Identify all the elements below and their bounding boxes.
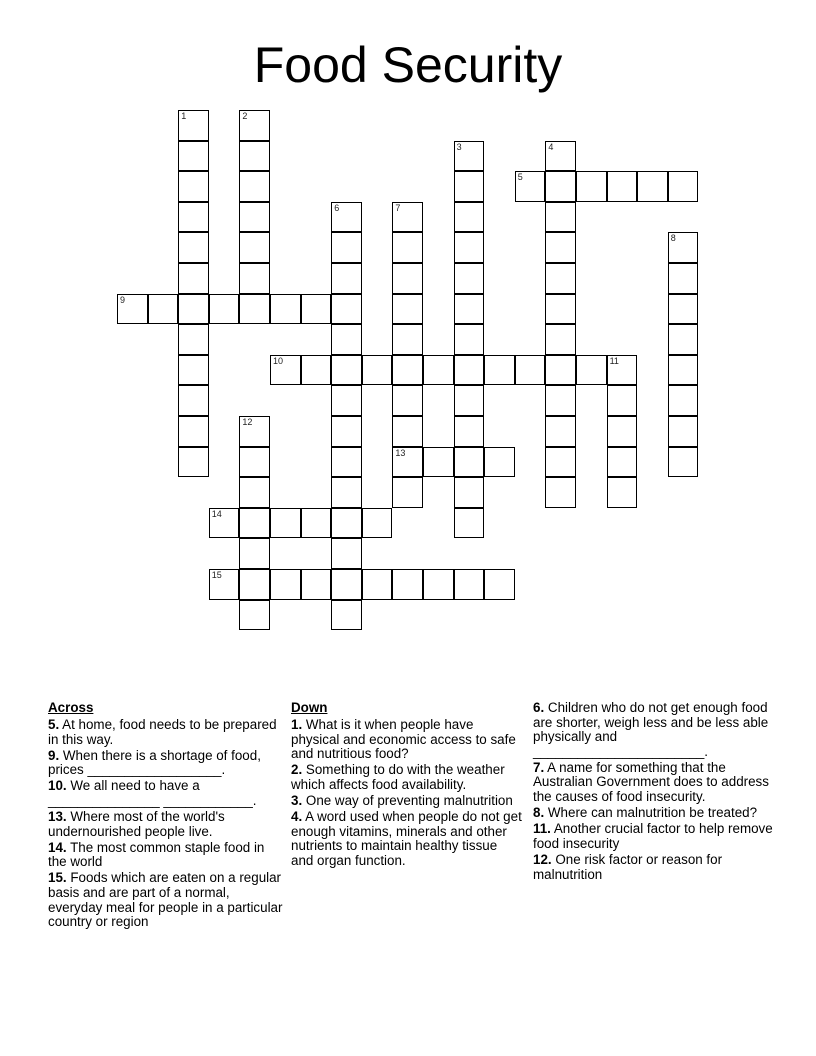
grid-cell[interactable] bbox=[454, 477, 485, 508]
grid-cell[interactable] bbox=[331, 538, 362, 569]
grid-cell[interactable] bbox=[301, 569, 332, 600]
grid-cell[interactable] bbox=[515, 355, 546, 386]
grid-cell[interactable] bbox=[270, 569, 301, 600]
grid-cell[interactable] bbox=[545, 294, 576, 325]
clue-down-1 bbox=[291, 718, 523, 762]
cell-number: 4 bbox=[548, 141, 554, 152]
grid-cell[interactable] bbox=[331, 232, 362, 263]
grid-cell[interactable] bbox=[576, 355, 607, 386]
clue-text: What is it when people have physical and economic access to safe and nutritious food? bbox=[291, 717, 516, 762]
clue-across-9 bbox=[48, 749, 284, 778]
grid-cell[interactable] bbox=[178, 110, 209, 141]
grid-cell[interactable] bbox=[239, 171, 270, 202]
grid-cell[interactable] bbox=[239, 447, 270, 478]
grid-cell[interactable] bbox=[668, 416, 699, 447]
grid-cell[interactable] bbox=[668, 232, 699, 263]
cell-number: 12 bbox=[242, 417, 253, 427]
grid-cell[interactable] bbox=[331, 385, 362, 416]
puzzle-title: Food Security bbox=[253, 37, 563, 93]
grid-cell[interactable] bbox=[454, 232, 485, 263]
grid-cell[interactable] bbox=[545, 385, 576, 416]
grid-cell[interactable] bbox=[607, 477, 638, 508]
grid-cell[interactable] bbox=[454, 141, 485, 172]
clue-down-4 bbox=[291, 810, 523, 868]
clue-across-13 bbox=[48, 810, 284, 839]
grid-cell[interactable] bbox=[392, 294, 423, 325]
clue-text: One way of preventing malnutrition bbox=[305, 792, 513, 808]
grid-cell[interactable] bbox=[178, 141, 209, 172]
cell-number: 8 bbox=[670, 233, 676, 244]
grid-cell[interactable] bbox=[270, 294, 301, 325]
grid-cell[interactable] bbox=[239, 110, 270, 141]
grid-cell[interactable] bbox=[668, 294, 699, 325]
clue-text: The most common staple food in the world bbox=[48, 839, 265, 870]
grid-cell[interactable] bbox=[454, 355, 485, 386]
grid-cell[interactable] bbox=[545, 202, 576, 233]
grid-cell[interactable] bbox=[423, 569, 454, 600]
grid-cell[interactable] bbox=[209, 569, 240, 600]
grid-cell[interactable] bbox=[331, 324, 362, 355]
clue-number: 8. bbox=[533, 805, 545, 821]
clue-down-12 bbox=[533, 853, 773, 882]
grid-cell[interactable] bbox=[607, 355, 638, 386]
grid-cell[interactable] bbox=[454, 508, 485, 539]
cell-number: 13 bbox=[395, 447, 406, 458]
clue-text: Another crucial factor to help remove food insecurity bbox=[533, 821, 773, 851]
clue-down-6 bbox=[533, 701, 773, 759]
grid-cell[interactable] bbox=[301, 508, 332, 539]
grid-cell[interactable] bbox=[392, 477, 423, 508]
grid-cell[interactable] bbox=[392, 385, 423, 416]
clue-text: A name for something that the Australian Government does to address the causes of food insecurity. bbox=[533, 759, 769, 805]
cell-number: 11 bbox=[609, 355, 619, 366]
clue-text: When there is a shortage of food, prices __________________. bbox=[48, 747, 261, 778]
clue-down-7 bbox=[533, 761, 773, 805]
clue-text: One risk factor or reason for malnutrition bbox=[533, 851, 723, 882]
cell-number: 14 bbox=[211, 508, 222, 519]
grid-cell[interactable] bbox=[239, 416, 270, 447]
grid-cell[interactable] bbox=[117, 294, 148, 325]
clue-number: 1. bbox=[291, 717, 303, 732]
clue-number: 7. bbox=[533, 759, 545, 775]
cell-number: 2 bbox=[242, 111, 248, 121]
clue-down-2 bbox=[291, 763, 523, 792]
clue-text: Children who do not get enough food are shorter, weigh less and be less able physically and _______________________. bbox=[533, 700, 769, 759]
grid-cell[interactable] bbox=[178, 202, 209, 233]
grid-cell[interactable] bbox=[668, 324, 699, 355]
grid-cell[interactable] bbox=[423, 447, 454, 478]
clue-down-8 bbox=[533, 806, 773, 821]
grid-cell[interactable] bbox=[545, 171, 576, 202]
clue-number: 11. bbox=[533, 821, 551, 837]
grid-cell[interactable] bbox=[545, 232, 576, 263]
grid-cell[interactable] bbox=[209, 508, 240, 539]
grid-cell[interactable] bbox=[454, 202, 485, 233]
cell-number: 15 bbox=[211, 570, 222, 580]
clue-down-11 bbox=[533, 822, 773, 851]
grid-cell[interactable] bbox=[178, 447, 209, 478]
grid-cell[interactable] bbox=[484, 447, 515, 478]
clue-number: 3. bbox=[291, 792, 303, 808]
cell-number: 7 bbox=[395, 202, 401, 213]
grid-cell[interactable] bbox=[576, 171, 607, 202]
grid-cell[interactable] bbox=[178, 263, 209, 294]
grid-cell[interactable] bbox=[239, 569, 270, 600]
grid-cell[interactable] bbox=[331, 477, 362, 508]
grid-cell[interactable] bbox=[331, 416, 362, 447]
grid-cell[interactable] bbox=[484, 569, 515, 600]
cell-number: 3 bbox=[456, 141, 462, 152]
grid-cell[interactable] bbox=[178, 232, 209, 263]
grid-cell[interactable] bbox=[362, 508, 393, 539]
grid-cell[interactable] bbox=[607, 416, 638, 447]
grid-cell[interactable] bbox=[454, 171, 485, 202]
grid-cell[interactable] bbox=[270, 355, 301, 386]
grid-cell[interactable] bbox=[392, 416, 423, 447]
grid-cell[interactable] bbox=[545, 263, 576, 294]
grid-cell[interactable] bbox=[545, 324, 576, 355]
grid-cell[interactable] bbox=[362, 355, 393, 386]
grid-cell[interactable] bbox=[331, 202, 362, 233]
grid-cell[interactable] bbox=[331, 294, 362, 325]
clue-across-15 bbox=[48, 871, 284, 929]
grid-cell[interactable] bbox=[515, 171, 546, 202]
grid-cell[interactable] bbox=[392, 355, 423, 386]
grid-cell[interactable] bbox=[454, 569, 485, 600]
grid-cell[interactable] bbox=[454, 385, 485, 416]
grid-cell[interactable] bbox=[454, 324, 485, 355]
grid-cell[interactable] bbox=[392, 447, 423, 478]
across-clues bbox=[48, 700, 284, 931]
clue-number: 10. bbox=[48, 778, 67, 794]
down-clues-continued bbox=[533, 701, 773, 884]
grid-cell[interactable] bbox=[331, 569, 362, 600]
grid-cell[interactable] bbox=[637, 171, 668, 202]
clue-text: Something to do with the weather which affects food availability. bbox=[291, 762, 505, 792]
grid-cell[interactable] bbox=[178, 324, 209, 355]
grid-cell[interactable] bbox=[423, 355, 454, 386]
grid-cell[interactable] bbox=[392, 263, 423, 294]
cell-number: 6 bbox=[334, 202, 340, 213]
grid-cell[interactable] bbox=[301, 355, 332, 386]
grid-cell[interactable] bbox=[545, 477, 576, 508]
clue-text: Foods which are eaten on a regular basis and are part of a normal, everyday meal for people in a particular country or region bbox=[48, 870, 283, 930]
grid-cell[interactable] bbox=[239, 538, 270, 569]
clue-text: We all need to have a _______________ ____________. bbox=[48, 778, 257, 808]
grid-cell[interactable] bbox=[607, 171, 638, 202]
down-clues bbox=[291, 700, 523, 870]
grid-cell[interactable] bbox=[239, 202, 270, 233]
grid-cell[interactable] bbox=[331, 355, 362, 386]
grid-cell[interactable] bbox=[178, 294, 209, 325]
clue-across-10 bbox=[48, 779, 284, 808]
grid-cell[interactable] bbox=[454, 294, 485, 325]
clue-number: 15. bbox=[48, 870, 67, 886]
grid-cell[interactable] bbox=[301, 294, 332, 325]
clue-across-14 bbox=[48, 841, 284, 870]
clue-text: At home, food needs to be prepared in this way. bbox=[48, 717, 277, 747]
grid-cell[interactable] bbox=[545, 416, 576, 447]
grid-cell[interactable] bbox=[484, 355, 515, 386]
grid-cell[interactable] bbox=[668, 385, 699, 416]
grid-cell[interactable] bbox=[668, 355, 699, 386]
clue-text: A word used when people do not get enough vitamins, minerals and other nutrients to maintain healthy tissue and organ function. bbox=[291, 809, 522, 868]
grid-cell[interactable] bbox=[331, 447, 362, 478]
grid-cell[interactable] bbox=[607, 385, 638, 416]
grid-cell[interactable] bbox=[331, 263, 362, 294]
cell-number: 10 bbox=[273, 355, 284, 366]
clue-text: Where can malnutrition be treated? bbox=[547, 805, 758, 821]
clue-across-5 bbox=[48, 718, 284, 747]
grid-cell[interactable] bbox=[392, 202, 423, 233]
grid-cell[interactable] bbox=[178, 171, 209, 202]
clue-number: 5. bbox=[48, 717, 60, 732]
grid-cell[interactable] bbox=[454, 416, 485, 447]
cell-number: 9 bbox=[120, 294, 126, 305]
grid-cell[interactable] bbox=[178, 355, 209, 386]
grid-cell[interactable] bbox=[178, 385, 209, 416]
grid-cell[interactable] bbox=[454, 263, 485, 294]
grid-cell[interactable] bbox=[209, 294, 240, 325]
grid-cell[interactable] bbox=[545, 447, 576, 478]
grid-cell[interactable] bbox=[239, 232, 270, 263]
grid-cell[interactable] bbox=[239, 600, 270, 631]
grid-cell[interactable] bbox=[148, 294, 179, 325]
clue-number: 2. bbox=[291, 762, 303, 778]
clue-number: 6. bbox=[533, 700, 545, 715]
grid-cell[interactable] bbox=[239, 263, 270, 294]
clue-text: Where most of the world's undernourished people live. bbox=[48, 809, 225, 839]
down-heading: Down bbox=[291, 700, 328, 715]
grid-cell[interactable] bbox=[331, 508, 362, 539]
grid-cell[interactable] bbox=[392, 324, 423, 355]
grid-cell[interactable] bbox=[239, 294, 270, 325]
grid-cell[interactable] bbox=[668, 447, 699, 478]
grid-cell[interactable] bbox=[239, 508, 270, 539]
grid-cell[interactable] bbox=[454, 447, 485, 478]
clue-number: 13. bbox=[48, 809, 67, 825]
grid-cell[interactable] bbox=[545, 355, 576, 386]
grid-cell[interactable] bbox=[239, 477, 270, 508]
grid-cell[interactable] bbox=[362, 569, 393, 600]
clue-down-3 bbox=[291, 794, 523, 809]
grid-cell[interactable] bbox=[178, 416, 209, 447]
grid-cell[interactable] bbox=[239, 141, 270, 172]
grid-cell[interactable] bbox=[331, 600, 362, 631]
grid-cell[interactable] bbox=[270, 508, 301, 539]
grid-cell[interactable] bbox=[392, 569, 423, 600]
cell-number: 5 bbox=[517, 172, 523, 183]
across-heading: Across bbox=[48, 700, 94, 715]
clue-number: 14. bbox=[48, 839, 67, 855]
grid-cell[interactable] bbox=[392, 232, 423, 263]
clue-number: 4. bbox=[291, 809, 303, 825]
grid-cell[interactable] bbox=[668, 171, 699, 202]
cell-number: 1 bbox=[181, 111, 187, 121]
grid-cell[interactable] bbox=[607, 447, 638, 478]
grid-cell[interactable] bbox=[545, 141, 576, 172]
clue-number: 12. bbox=[533, 851, 552, 867]
clue-number: 9. bbox=[48, 747, 60, 763]
grid-cell[interactable] bbox=[668, 263, 699, 294]
